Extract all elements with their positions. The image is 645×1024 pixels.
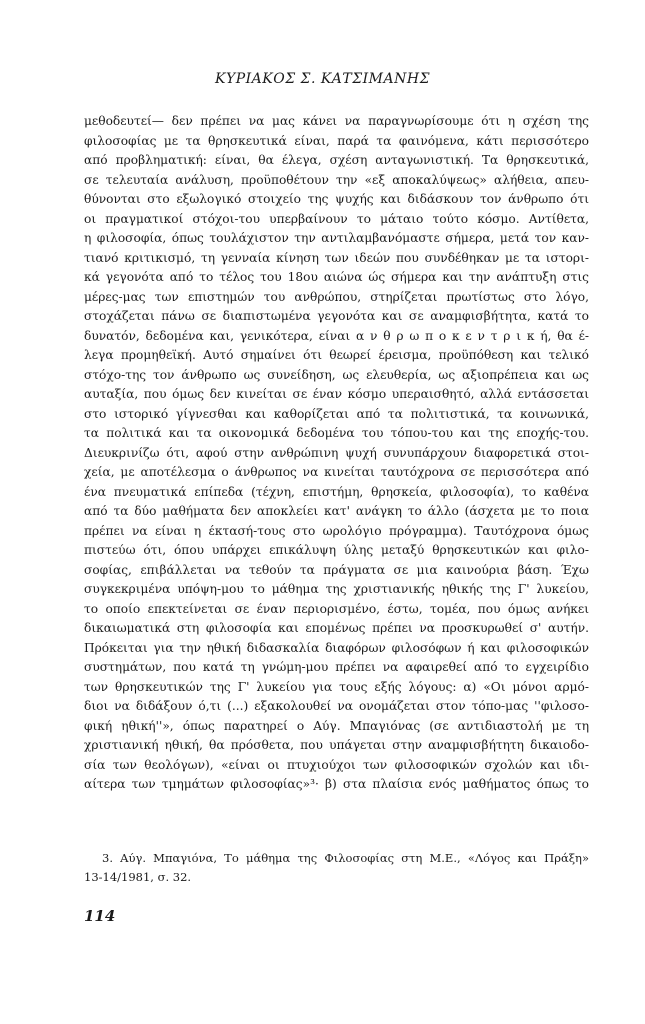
text-line: φιλοσοφίας με τα θρησκευτικά είναι, παρά τα φαινόμενα, κάτι περισσότερο: [84, 133, 589, 148]
footnote-line: 3. Αύγ. Μπαγιόνα, Το μάθημα της Φιλοσοφίας στη Μ.Ε., «Λόγος και Πράξη»: [102, 851, 589, 865]
text-line: δυνατόν, δεδομένα και, γενικότερα, είναι α ν θ ρ ω π ο κ ε ν τ ρ ι κ ή, θα έ-: [84, 328, 589, 343]
text-line: από τα δύο μαθήματα δεν αποκλείει κατ' ανάγκη το άλλο (άσχετα με το ποια: [84, 504, 589, 518]
text-line: ένα πνευματικά επίπεδα (τέχνη, επιστήμη, θρησκεία, φιλοσοφία), το καθένα: [84, 484, 589, 499]
text-line: χεία, με αποτέλεσμα ο άνθρωπος να κινείται ταυτόχρονα σε περισσότερα από: [84, 465, 589, 479]
text-line: θύνονται στο εξωλογικό στοιχείο της ψυχής και διδάσκουν τον άνθρωπο ότι: [84, 192, 589, 206]
text-line: φική ηθική''», όπως παρατηρεί ο Αύγ. Μπαγιόνας (σε αντιδιαστολή με τη: [84, 718, 589, 733]
text-line: λεγα προμηθεϊκή. Αυτό σημαίνει ότι θεωρεί έρεισμα, προϋπόθεση και τελικό: [84, 348, 589, 362]
text-line: τα πολιτικά και τα οικονομικά δεδομένα του τόπου-του και της εποχής-του.: [84, 426, 589, 440]
text-line: στοχάζεται πάνω σε διαπιστωμένα γεγονότα και σε αναμφισβήτητα, κατά το: [84, 309, 589, 323]
text-line: η φιλοσοφία, όπως τουλάχιστον την αντιλαμβανόμαστε σήμερα, μετά τον καν-: [84, 231, 589, 245]
text-line: σία των θεολόγων), «είναι οι πτυχιούχοι των φιλοσοφικών σχολών και ιδι-: [84, 757, 589, 772]
text-line: κά γεγονότα από το τέλος του 18ου αιώνα ώς σήμερα και την ανάπτυξη στις: [84, 270, 589, 284]
text-line: των θρησκευτικών της Γ' λυκείου για τους εξής λόγους: α) «Οι μόνοι αρμό-: [84, 679, 589, 694]
running-head: ΚΥΡΙΑΚΟΣ Σ. ΚΑΤΣΙΜΑΝΗΣ: [215, 71, 430, 87]
text-line: σε τελευταία ανάλυση, προϋποθέτουν την «εξ αποκαλύψεως» αλήθεια, απευ-: [84, 172, 589, 187]
text-line: μεθοδευτεί— δεν πρέπει να μας κάνει να παραγνωρίσουμε ότι η σχέση της: [84, 114, 589, 128]
text-line: στόχο-της τον άνθρωπο ως συνείδηση, ως ελευθερία, ως αξιοπρέπεια και ως: [84, 367, 589, 382]
text-line: αυταξία, που όμως δεν κινείται σε έναν κόσμο υπεραισθητό, αλλά εντάσσεται: [84, 387, 589, 401]
text-line: σοφίας, επιβάλλεται να τεθούν τα πράγματα σε μια καινούρια βάση. Έχω: [84, 562, 589, 577]
footnote: [84, 849, 589, 887]
text-line: πρέπει να είναι η έκτασή-τους στο ωρολόγιο πρόγραμμα). Ταυτόχρονα όμως: [84, 523, 589, 538]
text-line: από προβληματική: είναι, θα έλεγα, σχέση ανταγωνιστική. Τα θρησκευτικά,: [84, 153, 589, 167]
text-line: μέρες-μας των επιστημών του ανθρώπου, στηρίζεται πρωτίστως στο λόγο,: [84, 289, 589, 304]
footnote-line: 13-14/1981, σ. 32.: [84, 870, 192, 884]
text-line: συστημάτων, που κατά τη γνώμη-μου πρέπει να αφαιρεθεί από το εγχειρίδιο: [84, 660, 589, 674]
body-text: [84, 112, 589, 795]
text-line: δικαιωματικά στη φιλοσοφία και επομένως πρέπει να προσκυρωθεί σ' αυτήν.: [84, 621, 589, 635]
text-line: πιστεύω ότι, όπου υπάρχει επικάλυψη ύλης μεταξύ θρησκευτικών και φιλο-: [84, 543, 589, 557]
text-line: Πρόκειται για την ηθική διδασκαλία διαφόρων φιλοσόφων ή και φιλοσοφικών: [84, 640, 589, 655]
page-number: 114: [84, 907, 116, 925]
text-line: στο ιστορικό γίγνεσθαι και καθορίζεται από τα πολιτιστικά, τα κοινωνικά,: [84, 406, 589, 421]
text-line: διοι να διδάξουν ό,τι (...) εξακολουθεί να ονομάζεται στον τόπο-μας ''φιλοσο-: [84, 699, 589, 713]
text-line: το οποίο επεκτείνεται σε έναν περιορισμένο, έστω, τομέα, που όμως ανήκει: [84, 601, 589, 616]
text-line: Διευκρινίζω ότι, αφού στην ανθρώπινη ψυχή συνυπάρχουν διαφορετικά στοι-: [84, 445, 589, 460]
text-line: αίτερα των τμημάτων φιλοσοφίας»³· β) στα πλαίσια ενός μαθήματος όπως το: [84, 777, 589, 791]
text-line: τιανό κριτικισμό, τη γενναία κίνηση των ιδεών που συνδέθηκαν με τα ιστορι-: [84, 250, 589, 265]
text-line: χριστιανική ηθική, θα πρόσθετα, που υπάγεται στην αναμφισβήτητη δικαιοδο-: [84, 738, 589, 752]
text-line: οι πραγματικοί στόχοι-του υπερβαίνουν το μάταιο τούτο κόσμο. Αντίθετα,: [84, 211, 589, 226]
text-line: συγκεκριμένα υπόψη-μου το μάθημα της χριστιανικής ηθικής της Γ' λυκείου,: [84, 582, 589, 596]
